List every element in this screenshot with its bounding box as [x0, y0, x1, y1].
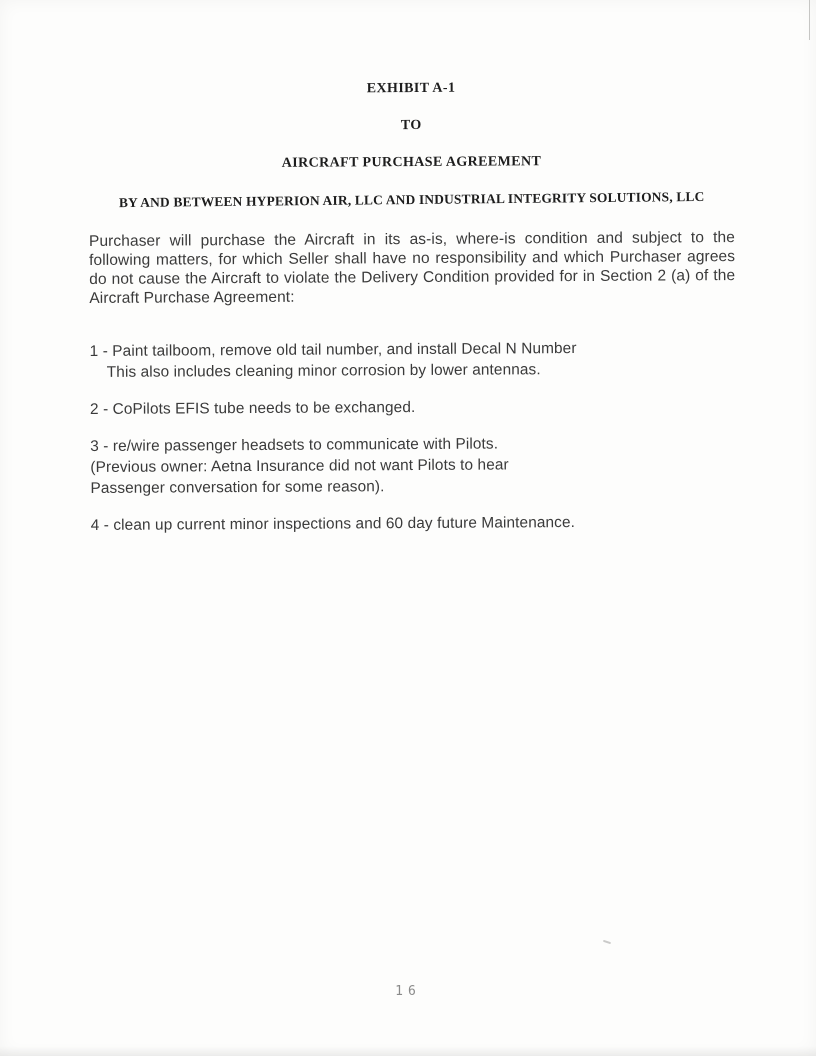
list-item-1	[90, 337, 736, 383]
document-content	[88, 78, 737, 552]
page-edge-shade	[0, 1046, 816, 1056]
list-item-3-line-2: (Previous owner: Aetna Insurance did not want Pilots to hear	[90, 456, 509, 476]
scan-artifact-mark	[603, 940, 611, 944]
list-item-3-line-1: 3 - re/wire passenger headsets to communicate with Pilots.	[90, 435, 499, 455]
intro-paragraph: Purchaser will purchase the Aircraft in its as-is, where-is condition and subject to the following matters, for which Seller shall have no responsibility and which Purchaser agrees do not cause the Aircraft to violate the Delivery Condition provided for in Section 2 (a) of the Aircraft Purchase Agreement:	[88, 229, 736, 307]
exhibit-title: EXHIBIT A-1	[366, 80, 456, 97]
page-number: 16	[395, 984, 421, 999]
scan-artifact-line	[809, 0, 810, 40]
exhibit-to: TO	[400, 117, 422, 134]
list-item-3-line-3: Passenger conversation for some reason).	[90, 478, 385, 497]
list-item-2	[90, 395, 736, 420]
list-item-1-line-2: This also includes cleaning minor corrosion by lower antennas.	[106, 361, 541, 381]
agreement-title: AIRCRAFT PURCHASE AGREEMENT	[281, 154, 542, 171]
list-item-3	[90, 432, 736, 499]
list-item-1-line-1: 1 - Paint tailboom, remove old tail number, and install Decal N Number	[89, 340, 577, 360]
list-item-4-line-1: 4 - clean up current minor inspections and 60 day future Maintenance.	[90, 514, 576, 534]
parties-line: BY AND BETWEEN HYPERION AIR, LLC AND INDUSTRIAL INTEGRITY SOLUTIONS, LLC	[118, 188, 705, 211]
list-item-2-line-1: 2 - CoPilots EFIS tube needs to be exchanged.	[89, 399, 416, 418]
list-item-4	[91, 511, 737, 536]
